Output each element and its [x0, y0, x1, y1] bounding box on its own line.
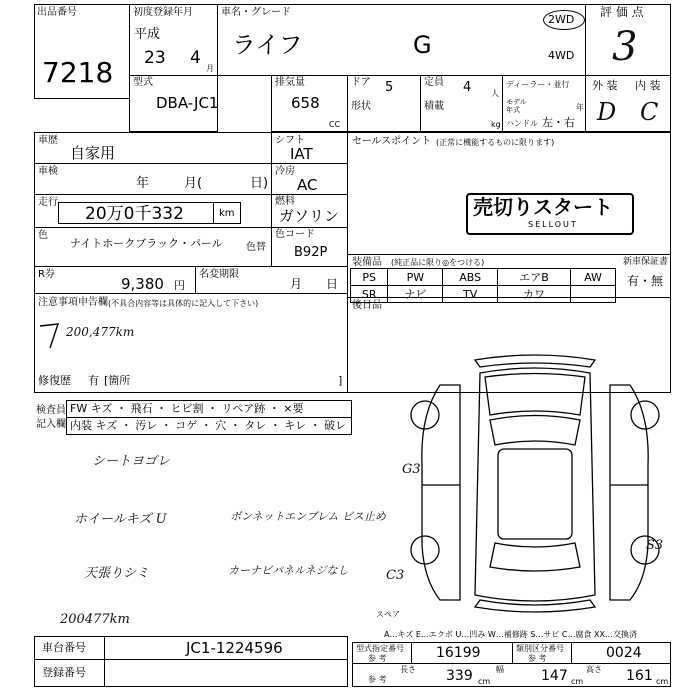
spare-label: スペア [376, 610, 400, 619]
shape-label: 形状 [351, 101, 371, 112]
height-unit: cm [656, 677, 669, 686]
length-label: 長さ [400, 665, 416, 674]
equip-aw: AW [571, 269, 616, 286]
front-bumper-shape [475, 355, 595, 367]
hand-note-1: シートヨゴレ [92, 454, 171, 469]
model-year-label: モデル年式 [506, 98, 527, 114]
equip-leather: カワ [498, 286, 571, 303]
recycle: 9,380 [121, 275, 164, 293]
shift: IAT [290, 145, 313, 163]
history-label: 車歴 [38, 135, 58, 146]
hand-note-6: 200477km [60, 612, 130, 627]
drive-4wd: 4WD [548, 49, 575, 62]
month-unit: 月 [206, 64, 214, 73]
capacity-unit: 人 [491, 89, 499, 98]
disp-unit: CC [329, 120, 341, 129]
model-label: 車名・グレード [221, 7, 291, 18]
equip-abs: ABS [443, 269, 498, 286]
lot-label: 出品番号 [37, 7, 77, 18]
equip-navi: ナビ [388, 286, 443, 303]
inspector-fw-row: FW キズ ・ 飛石 ・ ヒビ割 ・ リペア跡 ・ ×要 [70, 402, 304, 415]
height: 161 [626, 668, 653, 684]
warranty-label: 新車保証書 [623, 257, 669, 267]
chassis-label: 車台番号 [42, 641, 86, 654]
first-reg-label: 初度登録年月 [133, 7, 193, 18]
inspect-day: 日) [250, 176, 269, 191]
load-label: 積載 [424, 101, 444, 112]
inspector-int-row: 内装 キズ ・ 汚レ ・ コゲ ・ 穴 ・ タレ ・ キレ ・ 破レ [70, 419, 347, 432]
hand-note-4: 天張りシミ [84, 566, 150, 581]
inspector-label1: 検査員 [36, 405, 66, 416]
ext-grade: D [597, 98, 617, 126]
chassis-number: JC1-1224596 [186, 639, 283, 657]
kg-unit: kg [491, 120, 501, 129]
stamp-main: 売切りスタート [473, 195, 613, 219]
notes-sub: (不具合内容等は具体的に記入して下さい) [108, 299, 259, 308]
hand-note-5: カーナビパネルネジなし [228, 564, 349, 577]
equip-tv: TV [443, 286, 498, 303]
equip-label: 装備品 [352, 257, 382, 268]
km-unit: km [219, 208, 235, 219]
inspect-year: 年 [136, 176, 150, 191]
repair-value: 有 [88, 374, 99, 387]
width-label: 幅 [496, 665, 504, 674]
reg-cell [104, 659, 348, 687]
reg-month: 4 [190, 48, 201, 68]
shift-label: シフト [275, 135, 305, 146]
wheel-rl [411, 536, 439, 564]
int-grade: C [640, 98, 659, 126]
height-label: 高さ [586, 665, 602, 674]
class-sub: 参 考 [528, 654, 547, 663]
grade: G [413, 31, 432, 59]
dealer-label: ディーラー・並行 [506, 80, 570, 89]
rear-label: 後日品 [352, 300, 382, 311]
equip-pw: PW [388, 269, 443, 286]
color-label: 色 [38, 230, 48, 241]
equip-sub: (純正品に限り◎をつける) [391, 258, 485, 267]
class-no: 0024 [606, 645, 642, 661]
legend: A…キズ E…エクボ U…凹み W…補修跡 S…サビ C…腐食 XX…交換済 [384, 630, 638, 639]
recycle-row [34, 266, 196, 294]
handle-value: 左・右 [542, 116, 575, 129]
car-diagram [400, 345, 670, 625]
fuel: ガソリン [279, 207, 340, 225]
length-unit: cm [478, 677, 491, 686]
equip-ps: PS [351, 269, 388, 286]
disp-label: 排気量 [275, 77, 305, 88]
model-name: ライフ [232, 31, 303, 59]
left-side-shape [422, 385, 460, 600]
repair-label: 修復歴 [38, 374, 71, 387]
rear-window-shape [490, 543, 580, 571]
size-sub: 参 考 [368, 675, 387, 684]
history: 自家用 [70, 144, 116, 162]
hand-note-3: ボンネットエンブレム ビス止め [230, 510, 386, 523]
length: 339 [446, 668, 473, 684]
hood-shape [485, 374, 585, 416]
era: 平成 [134, 27, 161, 42]
mileage-label: 走行 [38, 197, 58, 208]
width-unit: cm [571, 677, 584, 686]
notes-arrow [36, 312, 76, 352]
inspect-month: 月( [184, 176, 203, 191]
doors: 5 [385, 80, 394, 95]
inspect-row [34, 163, 272, 195]
color-name: ナイトホークブラック・パール [70, 237, 223, 250]
ext-label: 外 装 [592, 79, 618, 92]
body-top-shape [475, 368, 595, 601]
rights-label: 名変期限 [199, 269, 239, 280]
equip-airbag: エアB [498, 269, 571, 286]
right-side-shape [610, 385, 648, 600]
warranty-value: 有・無 [627, 274, 664, 288]
reg-year: 23 [144, 48, 166, 68]
width: 147 [541, 668, 568, 684]
type-code: DBA-JC1 [156, 94, 219, 112]
roof-shape [498, 449, 572, 539]
score-label: 評 価 点 [600, 5, 644, 19]
ac: AC [297, 176, 318, 194]
mark-g3: G3 [402, 462, 421, 477]
repair-place: [箇所 [104, 374, 131, 387]
int-label: 内 装 [635, 79, 661, 92]
equip-sr: SR [351, 286, 388, 303]
year-unit: 年 [576, 103, 584, 112]
reg-label: 登録番号 [42, 666, 86, 679]
door-label: ドア [351, 77, 371, 88]
stamp-sub: SELLOUT [528, 220, 578, 229]
sales-sub: (正常に機能するものに限ります) [436, 138, 555, 147]
capacity: 4 [463, 80, 472, 95]
recycle-label: R券 [38, 269, 55, 280]
color-code: B92P [294, 245, 328, 260]
repair-close: ] [338, 374, 343, 387]
inspector-label2: 記入欄 [36, 419, 66, 430]
fuel-label: 燃料 [275, 196, 295, 207]
score: 3 [612, 24, 638, 70]
mileage: 20万0千332 [85, 204, 184, 224]
rear-bumper-shape [475, 600, 595, 612]
color-code-label: 色コード [275, 229, 315, 240]
repaint-label: 色替 [246, 242, 266, 253]
hand-note-2: ホイールキズ U [74, 512, 167, 527]
rights-month: 月 [290, 277, 303, 291]
type-spec: 16199 [436, 645, 481, 661]
class-label: 類別区分番号 [516, 644, 564, 653]
notes-handwritten: 200,477km [66, 325, 135, 339]
capacity-label: 定員 [424, 77, 444, 88]
type-spec-label: 型式指定番号 [356, 644, 404, 653]
inspect-label: 車検 [38, 166, 58, 177]
notes-label: 注意事項申告欄 [38, 297, 108, 308]
ac-label: 冷房 [275, 166, 295, 177]
rights-day: 日 [326, 277, 339, 291]
sales-label: セールスポイント [352, 136, 432, 147]
displacement: 658 [291, 94, 320, 112]
type-spec-sub: 参 考 [368, 654, 387, 663]
notes-box [34, 293, 348, 393]
drive-2wd: 2WD [548, 13, 575, 26]
handle-label: ハンドル [506, 119, 538, 128]
windshield-shape [490, 416, 580, 446]
type-label: 型式 [133, 77, 153, 88]
mark-s3: S3 [646, 538, 664, 553]
mark-c3: C3 [386, 568, 405, 583]
lot-number: 7218 [42, 56, 114, 89]
recycle-unit: 円 [174, 279, 185, 292]
